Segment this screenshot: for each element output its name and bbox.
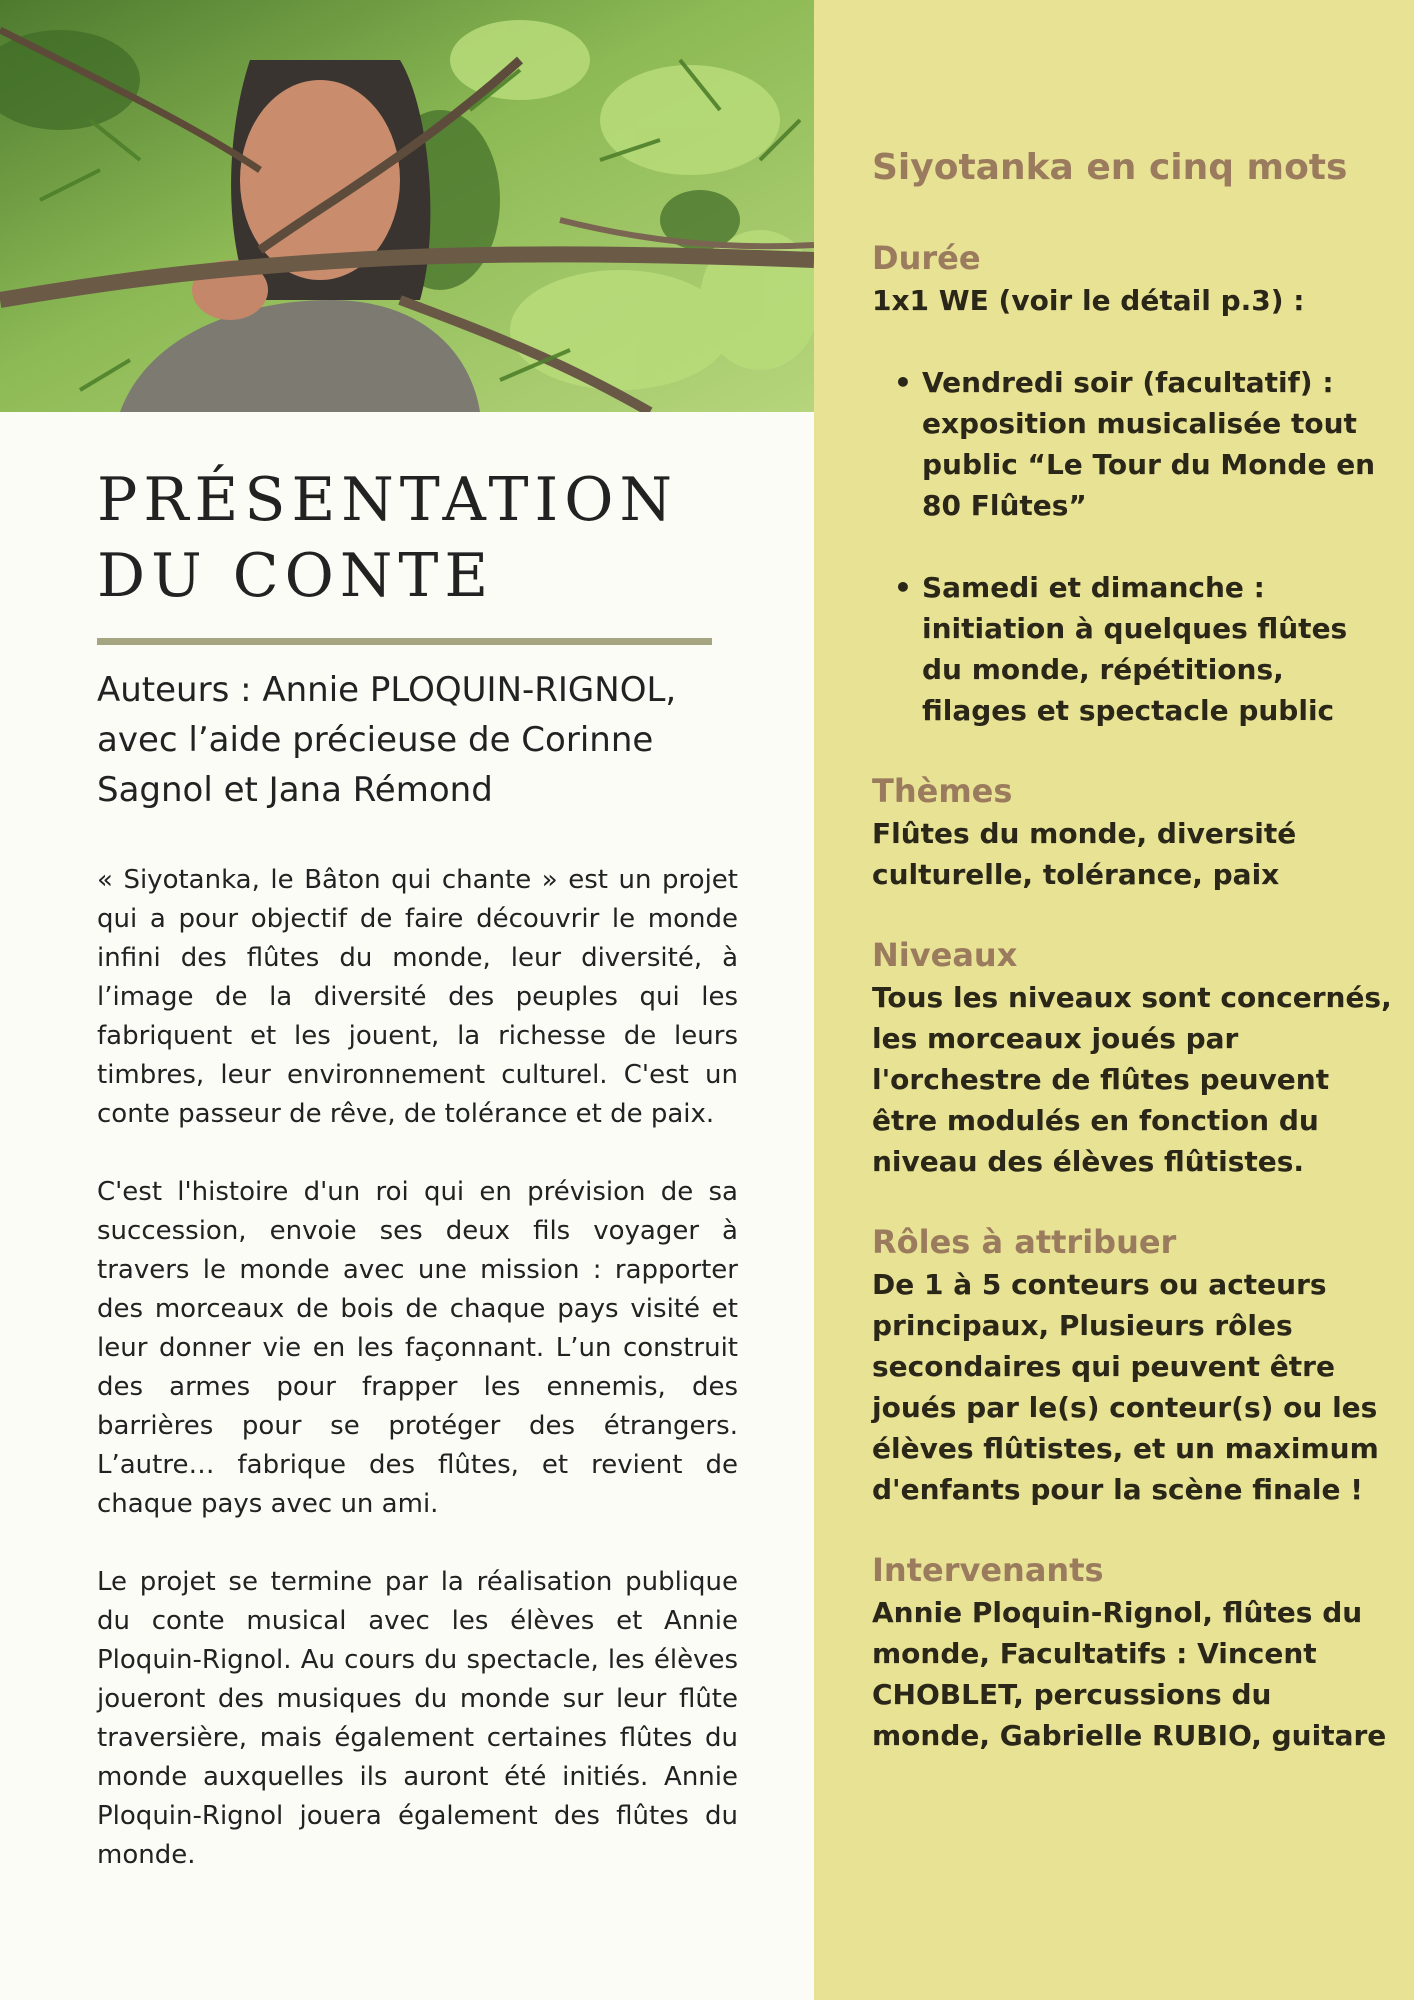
list-item xyxy=(872,362,1392,526)
info-sidebar-content xyxy=(872,140,1392,1794)
page-title xyxy=(97,462,678,614)
section-intervenants xyxy=(872,1548,1392,1756)
niveaux-heading: Niveaux xyxy=(872,936,1018,974)
story-paragraph-1: « Siyotanka, le Bâton qui chante » est un projet qui a pour objectif de faire découvrir le monde infini des flûtes du monde, leur diversité, à l’image de la diversité des peuples qui les fabriquent et les jouent, la richesse de leurs timbres, leur environnement culturel. C'est un conte passeur de rêve, de tolérance et de paix. xyxy=(97,865,738,1129)
roles-heading: Rôles à attribuer xyxy=(872,1223,1177,1261)
title-divider xyxy=(97,638,712,645)
themes-heading: Thèmes xyxy=(872,772,1013,810)
story-text xyxy=(97,861,738,1914)
title-line-1: PRÉSENTATION xyxy=(97,465,678,535)
bullet-icon: • xyxy=(894,366,912,399)
roles-text: De 1 à 5 conteurs ou acteurs principaux, Plusieurs rôles secondaires qui peuvent être joués par le(s) conteur(s) ou les élèves flûtistes, et un maximum d'enfants pour la scène finale ! xyxy=(872,1268,1379,1506)
header-photo xyxy=(0,0,814,412)
themes-text: Flûtes du monde, diversité culturelle, tolérance, paix xyxy=(872,817,1297,891)
list-item-text: Vendredi soir (facultatif) : exposition musicalisée tout public “Le Tour du Monde en 80 Flûtes” xyxy=(922,366,1376,522)
intervenants-heading: Intervenants xyxy=(872,1551,1104,1589)
section-roles xyxy=(872,1220,1392,1510)
story-paragraph-2: C'est l'histoire d'un roi qui en prévision de sa succession, envoie ses deux fils voyager à travers le monde avec une mission : rapporter des morceaux de bois de chaque pays visité et leur donner vie en les façonnant. L’un construit des armes pour frapper les ennemis, des barrières pour se protéger des étrangers. L’autre… fabrique des flûtes, et revient de chaque pays avec un ami. xyxy=(97,1177,738,1519)
intervenants-text: Annie Ploquin-Rignol, flûtes du monde, Facultatifs : Vincent CHOBLET, percussions du monde, Gabrielle RUBIO, guitare xyxy=(872,1596,1387,1752)
list-item-text: Samedi et dimanche : initiation à quelques flûtes du monde, répétitions, filages et spectacle public xyxy=(922,571,1348,727)
duree-text: 1x1 WE (voir le détail p.3) : xyxy=(872,284,1305,317)
flute-player-illustration xyxy=(0,0,814,412)
title-line-2: DU CONTE xyxy=(97,541,495,611)
sidebar-title: Siyotanka en cinq mots xyxy=(872,147,1348,188)
section-duree xyxy=(872,236,1392,731)
list-item xyxy=(872,567,1392,731)
section-themes xyxy=(872,769,1392,895)
duree-heading: Durée xyxy=(872,239,981,277)
info-sidebar xyxy=(814,0,1414,2000)
duree-list xyxy=(872,362,1392,731)
bullet-icon: • xyxy=(894,571,912,604)
authors-line: Auteurs : Annie PLOQUIN-RIGNOL, avec l’aide précieuse de Corinne Sagnol et Jana Rémond xyxy=(97,670,677,810)
niveaux-text: Tous les niveaux sont concernés, les morceaux joués par l'orchestre de flûtes peuvent être modulés en fonction du niveau des élèves flûtistes. xyxy=(872,981,1392,1178)
story-paragraph-3: Le projet se termine par la réalisation publique du conte musical avec les élèves et Annie Ploquin-Rignol. Au cours du spectacle, les élèves joueront des musiques du monde sur leur flûte traversière, mais également certaines flûtes du monde auxquelles ils auront été initiés. Annie Ploquin-Rignol jouera également des flûtes du monde. xyxy=(97,1567,738,1870)
section-niveaux xyxy=(872,933,1392,1182)
